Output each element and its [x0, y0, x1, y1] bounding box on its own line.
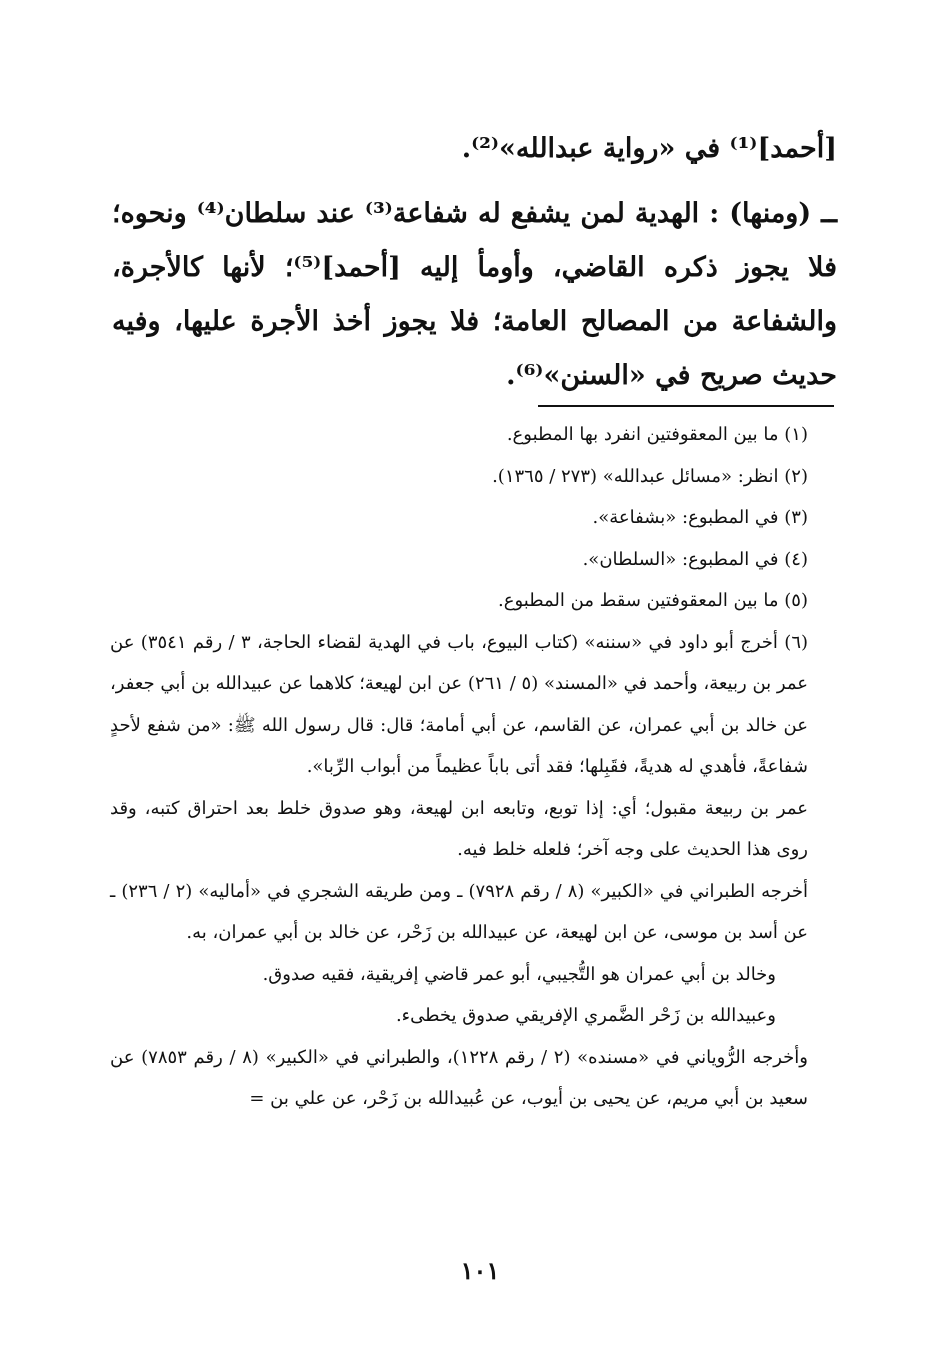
footnote-note-tabarani: أخرجه الطبراني في «الكبير» (٨ / رقم ٧٩٢٨) ـ ومن طريقه الشجري في «أماليه» (٢ / ٢٣٦) ـ عن أسد بن موسى، عن ابن لهيعة، عن عبيدالله بن زَحْر، عن خالد بن أبي عمران، به.	[110, 880, 808, 943]
main-line-1: [أحمد]⁽¹⁾ في «رواية عبدالله»⁽²⁾.	[461, 133, 837, 164]
footnote-divider	[538, 405, 834, 407]
footnote-note-ruyani: وأخرجه الرُّوياني في «مسنده» (٢ / رقم ١٢٢٨)، والطبراني في «الكبير» (٨ / رقم ٧٨٥٣) عن سعيد بن أبي مريم، عن يحيى بن أيوب، عن عُبيدالله بن زَحْر، عن علي بن =	[110, 1046, 808, 1109]
footnote-note-ubaydullah: وعبيدالله بن زَحْر الضَّمري الإفريقي صدوق يخطىء.	[395, 1005, 776, 1026]
footnote-2: (٢) انظر: «مسائل عبدالله» (٢٧٣ / ١٣٦٥).	[492, 465, 808, 487]
page-number: ١٠١	[460, 1256, 500, 1285]
footnote-note-khalid: وخالد بن أبي عمران هو التُّجيبي، أبو عمر قاضي إفريقية، فقيه صدوق.	[262, 963, 776, 985]
main-text-paragraph	[112, 187, 837, 403]
footnote-5: (٥) ما بين المعقوفتين سقط من المطبوع.	[498, 590, 808, 611]
footnote-4: (٤) في المطبوع: «السلطان».	[582, 548, 808, 570]
main-paragraph: ــ (ومنها) : الهدية لمن يشفع له شفاعة⁽³⁾ عند سلطان⁽⁴⁾ ونحوه؛ فلا يجوز ذكره القاضي، وأومأ إليه [أحمد]⁽⁵⁾؛ لأنها كالأجرة، والشفاعة من المصالح العامة؛ فلا يجوز أخذ الأجرة عليها، وفيه حديث صريح في «السنن»⁽⁶⁾.	[112, 198, 838, 391]
footnotes-section	[110, 414, 836, 1120]
main-text-first-line	[112, 122, 837, 176]
footnote-note-omar: عمر بن ربيعة مقبول؛ أي: إذا توبع، وتابعه ابن لهيعة، وهو صدوق خلط بعد احتراق كتبه، وقد روى هذا الحديث على وجه آخر؛ فلعله خلط فيه.	[110, 797, 808, 860]
footnote-6: (٦) أخرج أبو داود في «سننه» (كتاب البيوع، باب في الهدية لقضاء الحاجة، ٣ / رقم ٣٥٤١) عن عمر بن ربيعة، وأحمد في «المسند» (٥ / ٢٦١) عن ابن لهيعة؛ كلاهما عن عبيدالله بن أبي جعفر، عن خالد بن أبي عمران، عن القاسم، عن أبي أمامة؛ قال: قال رسول الله ﷺ: «من شفع لأحدٍ شفاعةً، فأهدي له هديةً، فقَبِلها؛ فقد أتى باباً عظيماً من أبواب الرِّبا».	[110, 631, 809, 777]
footnote-1: (١) ما بين المعقوفتين انفرد بها المطبوع.	[506, 424, 808, 445]
footnote-3: (٣) في المطبوع: «بشفاعة».	[592, 507, 808, 528]
